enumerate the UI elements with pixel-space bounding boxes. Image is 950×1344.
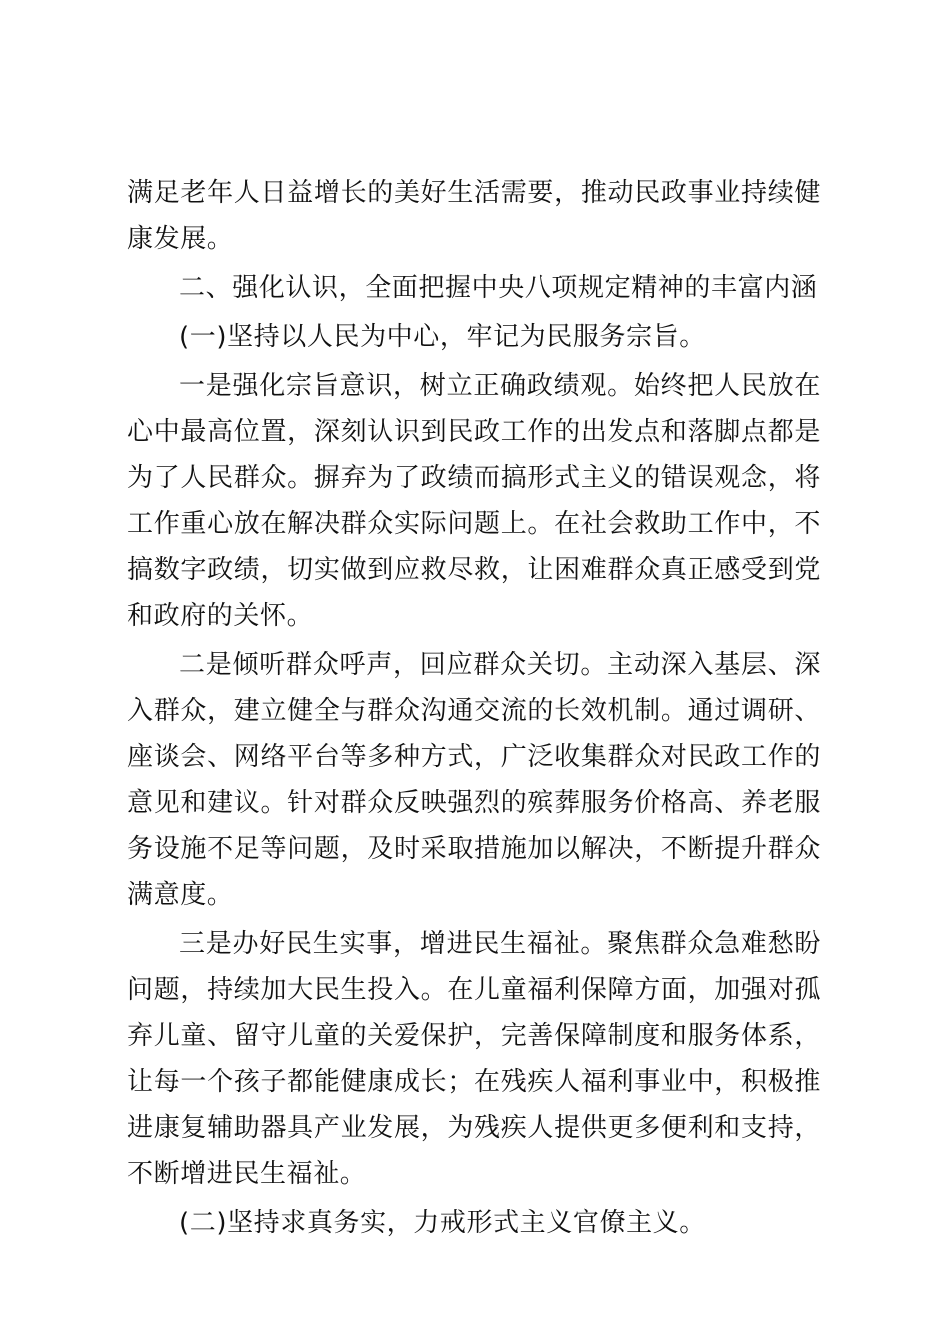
paragraph-point-3: 三是办好民生实事，增进民生福祉。聚焦群众急难愁盼问题，持续加大民生投入。在儿童福利保障方面，加强对孤弃儿童、留守儿童的关爱保护，完善保障制度和服务体系，让每一个孩子都能健康成长；在残疾人福利事业中，积极推进康复辅助器具产业发展，为残疾人提供更多便利和支持，不断增进民生福祉。 (127, 929, 821, 1189)
paragraph-point-2: 二是倾听群众呼声，回应群众关切。主动深入基层、深入群众，建立健全与群众沟通交流的长效机制。通过调研、座谈会、网络平台等多种方式，广泛收集群众对民政工作的意见和建议。针对群众反映强烈的殡葬服务价格高、养老服务设施不足等问题，及时采取措施加以解决，不断提升群众满意度。 (127, 650, 821, 910)
paragraph-continuation: 满足老年人日益增长的美好生活需要，推动民政事业持续健康发展。 (127, 178, 821, 254)
document-body (127, 170, 821, 1246)
section-heading: 二、强化认识，全面把握中央八项规定精神的丰富内涵 (179, 273, 818, 303)
subsection-heading-1: (一)坚持以人民为中心，牢记为民服务宗旨。 (179, 322, 706, 352)
paragraph-point-1: 一是强化宗旨意识，树立正确政绩观。始终把人民放在心中最高位置，深刻认识到民政工作的出发点和落脚点都是为了人民群众。摒弃为了政绩而搞形式主义的错误观念，将工作重心放在解决群众实际问题上。在社会救助工作中，不搞数字政绩，切实做到应救尽救，让困难群众真正感受到党和政府的关怀。 (127, 371, 821, 631)
subsection-heading-2: (二)坚持求真务实，力戒形式主义官僚主义。 (179, 1208, 706, 1238)
